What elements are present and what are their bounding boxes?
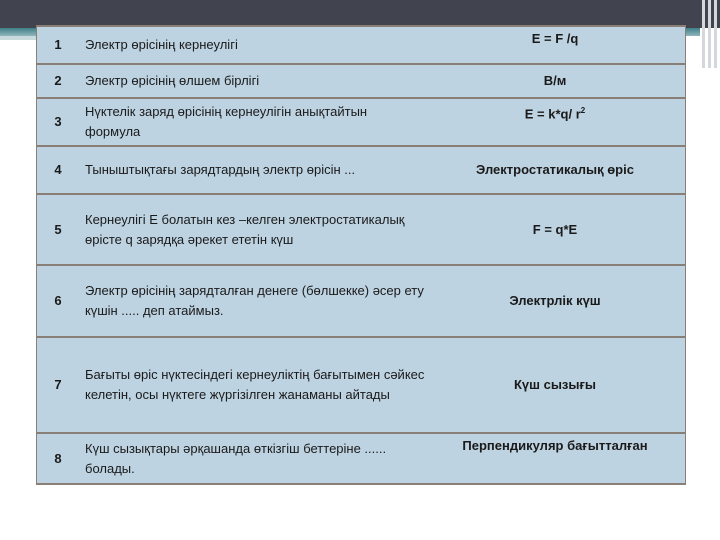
question-cell: Тыныштықтағы зарядтардың электр өрісін ... bbox=[79, 146, 425, 194]
physics-quiz-table bbox=[36, 25, 686, 485]
table-row bbox=[37, 194, 686, 265]
question-cell: Нүктелік заряд өрісінің кернеулігін анықтайтын формула bbox=[79, 98, 425, 146]
answer-cell: F = q*E bbox=[425, 194, 686, 265]
table-row bbox=[37, 98, 686, 146]
answer-text: E = k*q/ r bbox=[524, 106, 581, 122]
answer-cell: В/м bbox=[425, 64, 686, 98]
slide-header-bar bbox=[0, 0, 720, 28]
table-row bbox=[37, 337, 686, 433]
answer-cell: Электрлік күш bbox=[425, 265, 686, 337]
table-row bbox=[37, 26, 686, 64]
row-number: 2 bbox=[37, 64, 80, 98]
answer-cell: Күш сызығы bbox=[425, 337, 686, 433]
question-cell: Электр өрісінің өлшем бірлігі bbox=[79, 64, 425, 98]
question-cell: Кернеулігі Е болатын кез –келген электростатикалық өрісте q зарядқа әрекет ететін күш bbox=[79, 194, 425, 265]
question-cell: Электр өрісінің зарядталған денеге (бөлшекке) әсер ету күшін ..... деп атаймыз. bbox=[79, 265, 425, 337]
row-number: 4 bbox=[37, 146, 80, 194]
question-cell: Бағыты өріс нүктесіндегі кернеуліктің бағытымен сәйкес келетін, осы нүктеге жүргізілген жанаманы айтады bbox=[79, 337, 425, 433]
answer-superscript: 2 bbox=[580, 106, 586, 115]
decorative-bar bbox=[714, 0, 717, 68]
table-row bbox=[37, 146, 686, 194]
table-row bbox=[37, 64, 686, 98]
question-cell: Күш сызықтары әрқашанда өткізгіш беттеріне ...... болады. bbox=[79, 433, 425, 484]
answer-cell: Перпендикуляр бағытталған bbox=[425, 433, 686, 484]
row-number: 6 bbox=[37, 265, 80, 337]
row-number: 3 bbox=[37, 98, 80, 146]
answer-cell bbox=[425, 98, 686, 146]
table-row bbox=[37, 265, 686, 337]
row-number: 1 bbox=[37, 26, 80, 64]
table-row bbox=[37, 433, 686, 484]
decorative-bar bbox=[708, 0, 711, 68]
row-number: 7 bbox=[37, 337, 80, 433]
row-number: 5 bbox=[37, 194, 80, 265]
row-number: 8 bbox=[37, 433, 80, 484]
answer-cell: E = F /q bbox=[425, 26, 686, 64]
decorative-bar bbox=[702, 0, 705, 68]
answer-cell: Электростатикалық өріс bbox=[425, 146, 686, 194]
question-cell: Электр өрісінің кернеулігі bbox=[79, 26, 425, 64]
